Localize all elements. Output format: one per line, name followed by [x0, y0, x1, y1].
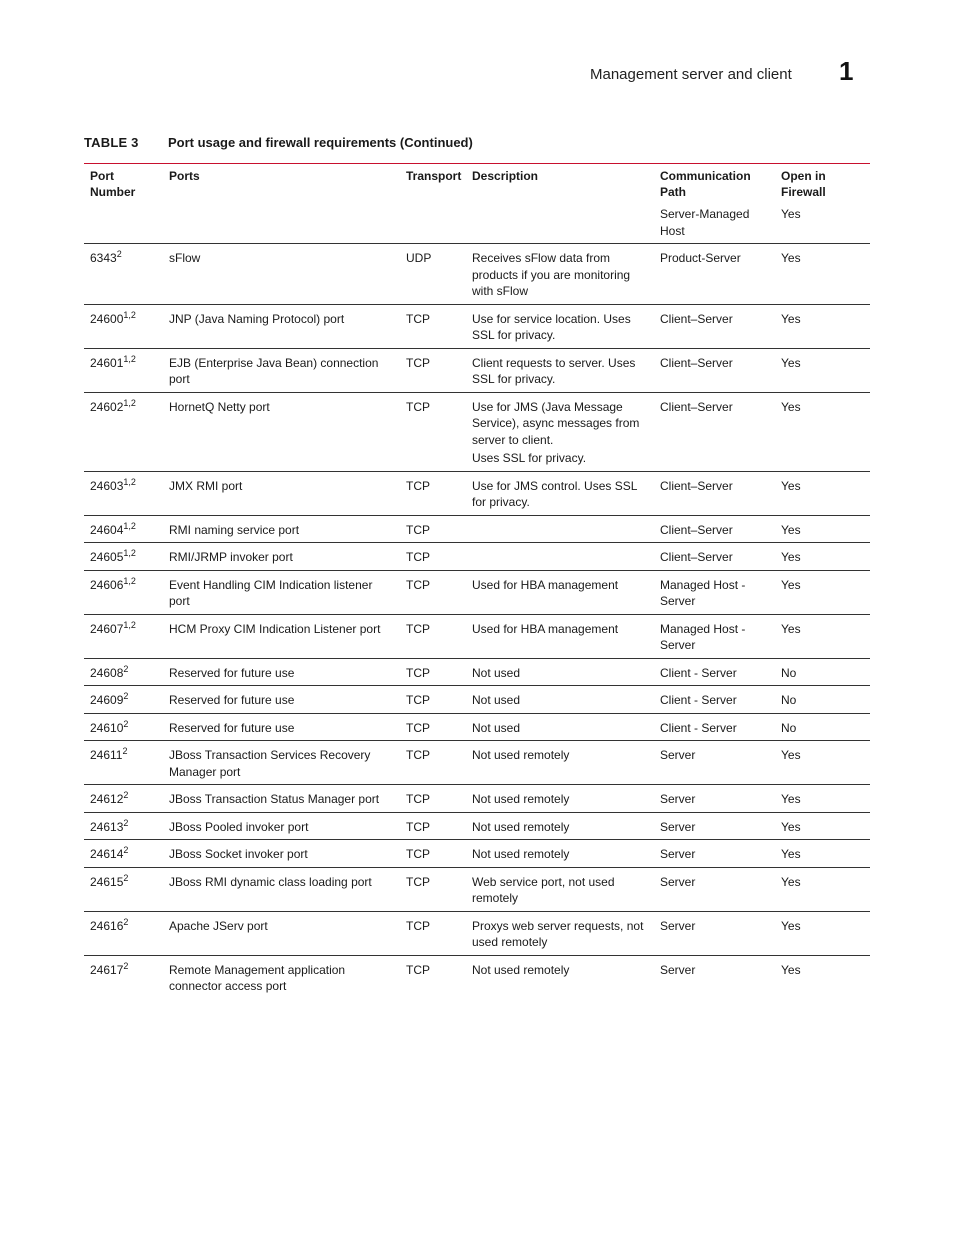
description-text: Use for JMS (Java Message Service), async messages from server to client. — [472, 399, 640, 447]
description-text: Not used remotely — [472, 792, 570, 806]
cell-path: Client–Server — [654, 348, 775, 392]
table-row — [84, 840, 870, 868]
footnote-ref: 2 — [123, 872, 129, 883]
description-text: Used for HBA management — [472, 577, 619, 592]
cell-description — [466, 543, 654, 571]
cell-name: Reserved for future use — [163, 686, 400, 714]
section-title: Management server and client — [590, 66, 792, 83]
cell-firewall: Yes — [775, 543, 870, 571]
footnote-ref: 2 — [123, 845, 129, 855]
cell-transport: TCP — [400, 785, 466, 813]
cell-transport: UDP — [400, 244, 466, 305]
footnote-ref: 1,2 — [123, 575, 136, 586]
cell-path: Managed Host - Server — [654, 570, 775, 614]
port-number: 24611 — [90, 748, 123, 762]
cell-description — [466, 911, 654, 955]
cell-description — [466, 515, 654, 543]
cell-port — [84, 304, 163, 348]
cell-transport: TCP — [400, 867, 466, 911]
cell-path: Server-Managed Host — [660, 207, 750, 238]
cell-firewall: Yes — [775, 348, 870, 392]
column-header-open-in-firewall: Open in Firewall — [781, 169, 826, 199]
footnote-ref: 2 — [123, 790, 129, 800]
port-number: 24606 — [90, 577, 124, 592]
cell-firewall: Yes — [775, 955, 870, 999]
table-caption — [84, 135, 874, 155]
cell-port — [84, 658, 163, 686]
page-header — [0, 56, 954, 88]
port-number: 24613 — [90, 819, 124, 834]
description-text: Web service port, not used remotely — [472, 874, 615, 905]
cell-firewall: No — [775, 713, 870, 741]
cell-name: Event Handling CIM Indication listener port — [163, 570, 400, 614]
table-row — [84, 911, 870, 955]
table-row — [84, 686, 870, 714]
cell-path: Server — [654, 867, 775, 911]
cell-transport — [400, 206, 466, 244]
cell-transport: TCP — [400, 911, 466, 955]
cell-name: JBoss Transaction Status Manager port — [163, 785, 400, 813]
cell-description — [466, 713, 654, 741]
cell-name: sFlow — [163, 244, 400, 305]
cell-port — [84, 840, 163, 868]
port-number: 6343 — [90, 251, 117, 265]
cell-port — [84, 515, 163, 543]
cell-description — [466, 840, 654, 868]
cell-path: Product-Server — [654, 244, 775, 305]
cell-firewall: Yes — [775, 840, 870, 868]
cell-port — [84, 570, 163, 614]
cell-path: Client–Server — [654, 392, 775, 471]
cell-port — [84, 614, 163, 658]
cell-path: Server — [654, 955, 775, 999]
cell-transport: TCP — [400, 515, 466, 543]
table-row — [84, 614, 870, 658]
cell-port — [84, 392, 163, 471]
description-text: Client requests to server. Uses SSL for privacy. — [472, 355, 636, 386]
port-number: 24603 — [90, 478, 124, 493]
cell-transport: TCP — [400, 348, 466, 392]
cell-transport: TCP — [400, 713, 466, 741]
cell-firewall: Yes — [775, 570, 870, 614]
cell-description — [466, 785, 654, 813]
table-row — [84, 543, 870, 571]
cell-firewall: No — [775, 658, 870, 686]
description-text: Use for service location. Uses SSL for privacy. — [472, 311, 631, 342]
cell-port — [84, 471, 163, 515]
footnote-ref: 2 — [123, 691, 129, 701]
footnote-ref: 1,2 — [123, 619, 136, 630]
port-number: 24616 — [90, 918, 124, 933]
cell-transport: TCP — [400, 543, 466, 571]
cell-transport: TCP — [400, 392, 466, 471]
cell-firewall: Yes — [775, 515, 870, 543]
port-number: 24604 — [90, 522, 124, 537]
cell-port — [84, 867, 163, 911]
cell-firewall: Yes — [775, 812, 870, 840]
description-text: Not used remotely — [472, 847, 570, 861]
cell-port — [84, 741, 163, 785]
table-row — [84, 392, 870, 471]
cell-description — [466, 812, 654, 840]
cell-port — [84, 686, 163, 714]
cell-firewall: Yes — [775, 471, 870, 515]
continuation-row — [84, 206, 870, 244]
description-text: Not used — [472, 720, 521, 735]
description-text: Not used remotely — [472, 748, 570, 762]
cell-transport: TCP — [400, 812, 466, 840]
cell-description — [466, 658, 654, 686]
port-number: 24608 — [90, 665, 124, 680]
footnote-ref: 1,2 — [123, 520, 136, 531]
description-text: Receives sFlow data from products if you are monitoring with sFlow — [472, 251, 631, 298]
port-number: 24601 — [90, 355, 124, 370]
cell-name: Apache JServ port — [163, 911, 400, 955]
table-row — [84, 785, 870, 813]
cell-transport: TCP — [400, 955, 466, 999]
cell-path: Server — [654, 840, 775, 868]
cell-transport: TCP — [400, 304, 466, 348]
table-row — [84, 955, 870, 999]
footnote-ref: 1,2 — [123, 476, 136, 487]
cell-description — [466, 471, 654, 515]
cell-name — [163, 206, 400, 244]
description-text: Use for JMS control. Uses SSL for privacy. — [472, 478, 637, 509]
table-label: TABLE 3 — [84, 135, 139, 150]
cell-firewall: Yes — [775, 741, 870, 785]
port-number: 24612 — [90, 792, 124, 806]
cell-firewall: Yes — [775, 392, 870, 471]
cell-port — [84, 955, 163, 999]
cell-path: Client–Server — [654, 471, 775, 515]
cell-firewall: No — [775, 686, 870, 714]
footnote-ref: 2 — [122, 746, 128, 756]
cell-firewall: Yes — [775, 304, 870, 348]
cell-port — [84, 785, 163, 813]
cell-port — [84, 244, 163, 305]
footnote-ref: 1,2 — [123, 397, 136, 408]
cell-path: Server — [654, 785, 775, 813]
cell-transport: TCP — [400, 471, 466, 515]
cell-name: JBoss RMI dynamic class loading port — [163, 867, 400, 911]
cell-transport: TCP — [400, 614, 466, 658]
cell-path: Client - Server — [654, 658, 775, 686]
cell-path: Server — [654, 812, 775, 840]
table-row — [84, 244, 870, 305]
column-header-communication-path: Communication Path — [660, 169, 751, 199]
cell-path: Client–Server — [654, 515, 775, 543]
cell-name: RMI naming service port — [163, 515, 400, 543]
footnote-ref: 2 — [123, 663, 129, 674]
footnote-ref: 2 — [123, 960, 129, 971]
table-row — [84, 304, 870, 348]
table-row — [84, 570, 870, 614]
cell-name: JBoss Transaction Services Recovery Manager port — [163, 741, 400, 785]
cell-firewall: Yes — [775, 785, 870, 813]
cell-description — [466, 348, 654, 392]
column-header-ports: Ports — [169, 169, 200, 183]
table-body — [84, 206, 870, 999]
description-text: Not used remotely — [472, 819, 570, 834]
port-number: 24615 — [90, 874, 124, 889]
table-row — [84, 471, 870, 515]
cell-path: Server — [654, 741, 775, 785]
description-text: Used for HBA management — [472, 621, 619, 636]
cell-name: Reserved for future use — [163, 713, 400, 741]
table-title: Port usage and firewall requirements (Continued) — [168, 135, 473, 150]
cell-firewall: Yes — [775, 867, 870, 911]
cell-name: JBoss Socket invoker port — [163, 840, 400, 868]
cell-name: JNP (Java Naming Protocol) port — [163, 304, 400, 348]
cell-firewall: Yes — [781, 207, 801, 221]
cell-port — [84, 348, 163, 392]
port-number: 24610 — [90, 720, 124, 735]
cell-description — [466, 570, 654, 614]
cell-description — [466, 206, 654, 244]
cell-path: Client - Server — [654, 686, 775, 714]
cell-description — [466, 741, 654, 785]
footnote-ref: 2 — [123, 916, 129, 927]
port-usage-table — [84, 164, 870, 999]
footnote-ref: 2 — [123, 817, 129, 828]
port-number: 24600 — [90, 311, 124, 326]
chapter-number: 1 — [839, 56, 854, 86]
cell-port — [84, 543, 163, 571]
cell-transport: TCP — [400, 570, 466, 614]
cell-description — [466, 686, 654, 714]
cell-port — [84, 812, 163, 840]
footnote-ref: 2 — [123, 718, 129, 729]
cell-transport: TCP — [400, 658, 466, 686]
description-text: Not used remotely — [472, 962, 570, 977]
cell-description — [466, 304, 654, 348]
cell-path: Client - Server — [654, 713, 775, 741]
cell-name: Reserved for future use — [163, 658, 400, 686]
table-row — [84, 348, 870, 392]
cell-name: JBoss Pooled invoker port — [163, 812, 400, 840]
cell-port — [84, 911, 163, 955]
table-row — [84, 658, 870, 686]
cell-firewall: Yes — [775, 244, 870, 305]
footnote-ref: 1,2 — [123, 309, 136, 320]
cell-firewall: Yes — [775, 614, 870, 658]
column-header-description: Description — [472, 169, 539, 183]
table-row — [84, 741, 870, 785]
cell-transport: TCP — [400, 840, 466, 868]
cell-name: EJB (Enterprise Java Bean) connection port — [163, 348, 400, 392]
footnote-ref: 1,2 — [123, 353, 136, 364]
column-header-transport: Transport — [406, 169, 462, 183]
table-header-row — [84, 164, 870, 206]
cell-firewall: Yes — [775, 911, 870, 955]
cell-path: Client–Server — [654, 304, 775, 348]
cell-path: Managed Host - Server — [654, 614, 775, 658]
cell-name: JMX RMI port — [163, 471, 400, 515]
port-number: 24609 — [90, 693, 124, 707]
cell-name: RMI/JRMP invoker port — [163, 543, 400, 571]
cell-description — [466, 955, 654, 999]
port-number: 24617 — [90, 962, 124, 977]
cell-name: Remote Management application connector access port — [163, 955, 400, 999]
description-text: Not used — [472, 693, 521, 707]
port-number: 24614 — [90, 847, 124, 861]
table-row — [84, 515, 870, 543]
cell-port — [84, 206, 163, 244]
cell-name: HCM Proxy CIM Indication Listener port — [163, 614, 400, 658]
port-table-container — [84, 163, 870, 999]
port-number: 24602 — [90, 399, 124, 414]
table-row — [84, 713, 870, 741]
cell-description — [466, 614, 654, 658]
description-text: Not used — [472, 665, 521, 680]
cell-description — [466, 867, 654, 911]
cell-description — [466, 244, 654, 305]
cell-name: HornetQ Netty port — [163, 392, 400, 471]
port-number: 24605 — [90, 550, 124, 564]
cell-path: Client–Server — [654, 543, 775, 571]
cell-port — [84, 713, 163, 741]
port-number: 24607 — [90, 621, 124, 636]
description-extra: Uses SSL for privacy. — [472, 451, 587, 465]
cell-path: Server — [654, 911, 775, 955]
column-header-port-number: Port Number — [90, 169, 136, 199]
footnote-ref: 1,2 — [123, 548, 136, 558]
description-text: Proxys web server requests, not used remotely — [472, 918, 644, 949]
cell-transport: TCP — [400, 741, 466, 785]
footnote-ref: 2 — [116, 249, 122, 259]
table-row — [84, 812, 870, 840]
cell-transport: TCP — [400, 686, 466, 714]
table-row — [84, 867, 870, 911]
cell-description — [466, 392, 654, 471]
